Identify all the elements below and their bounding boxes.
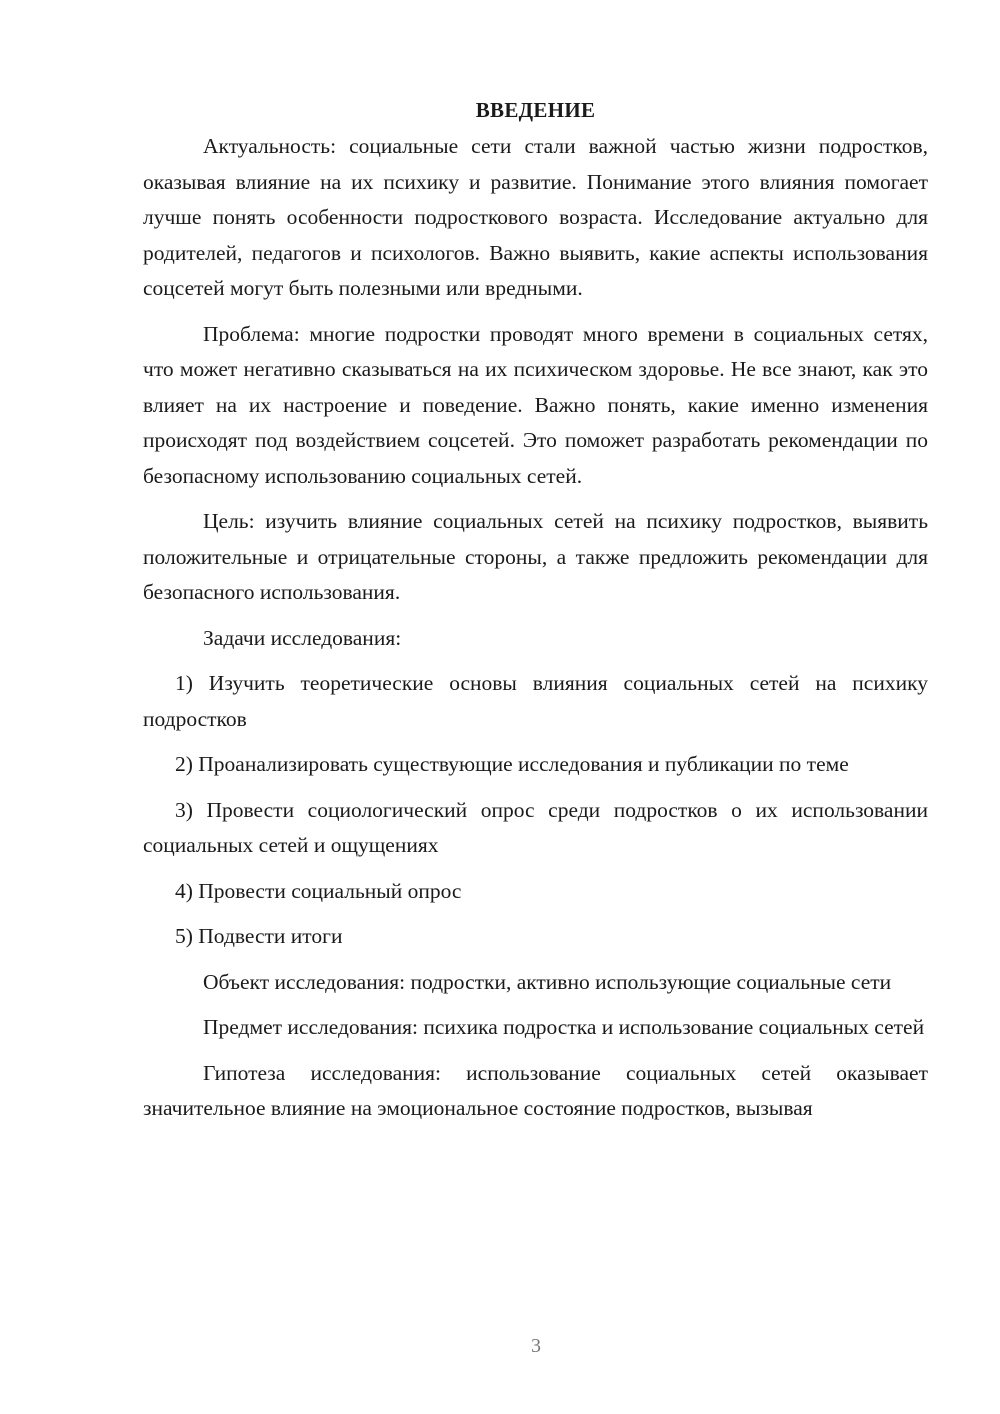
paragraph-tasks-heading: Задачи исследования: xyxy=(203,625,402,650)
page-number: 3 xyxy=(531,1335,541,1357)
task-item-3: 3) Провести социологический опрос среди подростков о их использовании социальных сетей и ощущениях xyxy=(143,797,928,857)
paragraph-object: Объект исследования: подростки, активно использующие социальные сети xyxy=(203,969,892,994)
task-item-1: 1) Изучить теоретические основы влияния социальных сетей на психику подростков xyxy=(143,671,928,731)
task-item-4: 4) Провести социальный опрос xyxy=(175,878,462,903)
paragraph-subject: Предмет исследования: психика подростка и использование социальных сетей xyxy=(203,1015,925,1039)
paragraph-problem: Проблема: многие подростки проводят много времени в социальных сетях, что может негативно сказываться на их психическом здоровье. Не все знают, как это влияет на их настроение и поведение. Важно понять, какие именно изменения происходят под воздействием соцсетей. Это поможет разработать рекомендации по безопасному использованию социальных сетей. xyxy=(143,321,928,488)
document-page xyxy=(143,95,928,1137)
paragraph-relevance: Актуальность: социальные сети стали важной частью жизни подростков, оказывая влияние на их психику и развитие. Понимание этого влияния помогает лучше понять особенности подросткового возраста. Исследование актуально для родителей, педагогов и психологов. Важно выявить, какие аспекты использования соцсетей могут быть полезными или вредными. xyxy=(143,134,928,300)
document-heading: ВВЕДЕНИЕ xyxy=(475,98,596,122)
task-item-5: 5) Подвести итоги xyxy=(175,924,343,948)
task-item-2: 2) Проанализировать существующие исследования и публикации по теме xyxy=(175,752,849,776)
paragraph-hypothesis: Гипотеза исследования: использование социальных сетей оказывает значительное влияние на эмоциональное состояние подростков, вызывая xyxy=(143,1060,928,1120)
paragraph-goal: Цель: изучить влияние социальных сетей на психику подростков, выявить положительные и отрицательные стороны, а также предложить рекомендации для безопасного использования. xyxy=(143,509,928,604)
